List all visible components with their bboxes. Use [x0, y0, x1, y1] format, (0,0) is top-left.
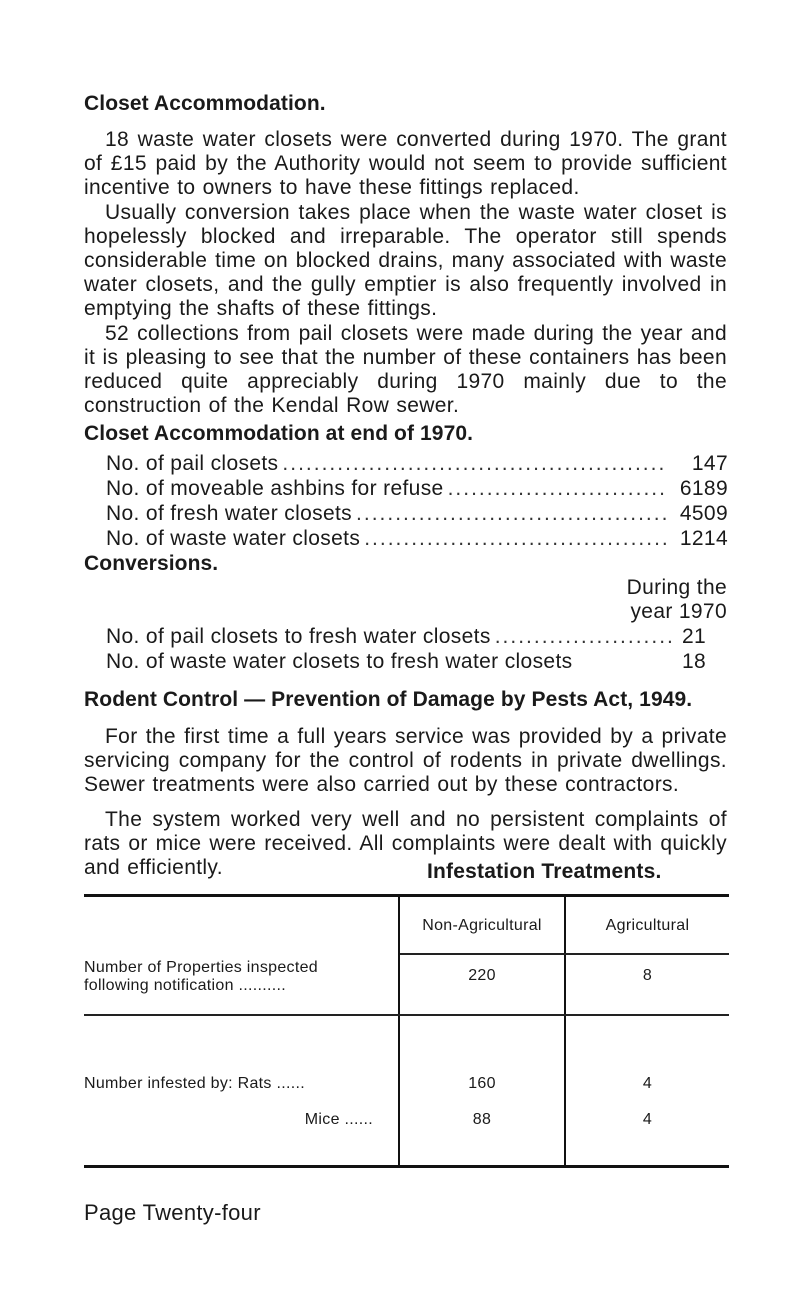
dot-leader — [495, 625, 676, 649]
table-row-label: following notification .......... — [84, 977, 286, 994]
dot-leader — [356, 502, 666, 526]
table-cell: 8 — [642, 967, 653, 984]
list-item-value: 21 — [682, 625, 707, 648]
list-item-pail-closets — [106, 452, 728, 476]
table-cell: 160 — [468, 1075, 496, 1092]
list-item-fresh-water-closets — [106, 502, 728, 526]
list-item-value: 147 — [691, 452, 728, 475]
conversions-heading: Conversions. — [84, 552, 219, 575]
table-header-non-agricultural: Non-Agricultural — [422, 917, 542, 934]
list-item-pail-to-fresh — [106, 625, 728, 649]
list-item-label: No. of fresh water closets — [106, 502, 353, 525]
list-item-label: No. of pail closets — [106, 452, 279, 475]
paragraph: The system worked very well and no persistent complaints of rats or mice were received. All complaints were dealt with quickly and efficiently. — [84, 808, 727, 880]
table-header-agricultural: Agricultural — [605, 917, 690, 934]
row-rule — [84, 1014, 729, 1016]
list-item-label: No. of waste water closets — [106, 527, 361, 550]
closet-accommodation-heading: Closet Accommodation. — [84, 92, 326, 115]
list-item-ashbins — [106, 477, 728, 501]
rodent-control-heading: Rodent Control — Prevention of Damage by Pests Act, 1949. — [84, 688, 693, 711]
dot-leader — [364, 527, 666, 551]
table-cell: 220 — [468, 967, 496, 984]
list-item-value: 4509 — [679, 502, 728, 525]
table-row-label: Number infested by: Rats ...... — [84, 1075, 305, 1092]
rodent-control-text-1 — [84, 725, 727, 798]
column-header-line: year 1970 — [630, 600, 727, 623]
list-item-value: 6189 — [679, 477, 728, 500]
table-cell: 4 — [642, 1075, 653, 1092]
infestation-table-caption: Infestation Treatments. — [427, 860, 662, 883]
table-bottom-rule — [84, 1165, 729, 1168]
header-rule — [400, 953, 729, 955]
list-item-label: No. of moveable ashbins for refuse — [106, 477, 444, 500]
table-row-label: Number of Properties inspected — [84, 959, 318, 976]
table-top-rule — [84, 894, 729, 897]
table-cell: 88 — [472, 1111, 492, 1128]
closet-end-heading: Closet Accommodation at end of 1970. — [84, 422, 474, 445]
dot-leader — [448, 477, 666, 501]
list-item-value: 1214 — [679, 527, 728, 550]
paragraph: 18 waste water closets were converted during 1970. The grant of £15 paid by the Authority would not seem to provide sufficient incentive to owners to have these fittings replaced. — [84, 128, 727, 200]
paragraph: Usually conversion takes place when the waste water closet is hopelessly blocked and irreparable. The operator still spends considerable time on blocked drains, many associated with waste water closets, and the gully emptier is also frequently involved in emptying the shafts of these fittings. — [84, 200, 727, 321]
list-item-value: 18 — [682, 650, 707, 673]
dot-leader — [282, 452, 666, 476]
table-cell: 4 — [642, 1111, 653, 1128]
paragraph: For the first time a full years service was provided by a private servicing company for the control of rodents in private dwellings. Sewer treatments were also carried out by these contractors. — [84, 725, 727, 797]
list-item-waste-water-closets — [106, 527, 728, 551]
page-number: Page Twenty-four — [84, 1200, 261, 1225]
list-item-label: No. of pail closets to fresh water closets — [106, 625, 491, 648]
list-item-label: No. of waste water closets to fresh water closets — [106, 650, 573, 673]
conversions-column-header — [627, 576, 727, 624]
closet-accommodation-text — [84, 128, 727, 418]
column-header-line: During the — [626, 576, 727, 599]
list-item-waste-to-fresh — [106, 650, 728, 674]
paragraph: 52 collections from pail closets were made during the year and it is pleasing to see that the number of these containers has been reduced quite appreciably during 1970 mainly due to the construction of the Kendal Row sewer. — [84, 321, 727, 418]
table-row-label: Mice ...... — [304, 1111, 373, 1128]
